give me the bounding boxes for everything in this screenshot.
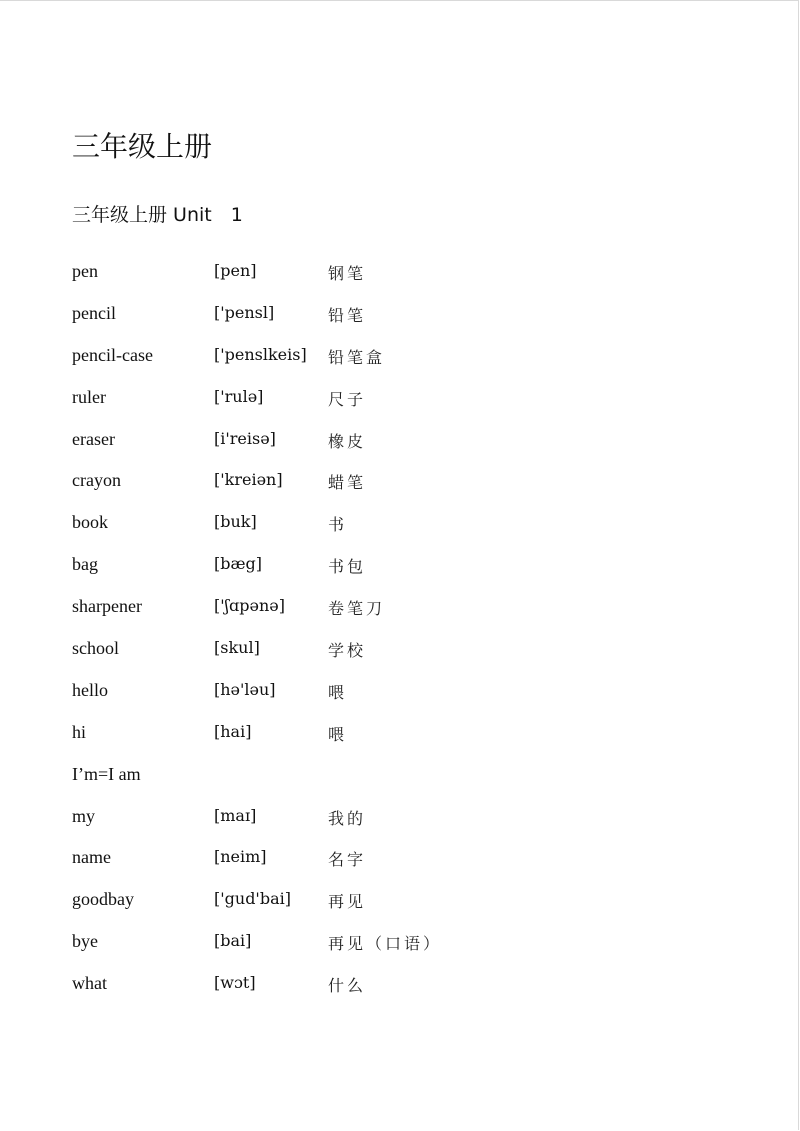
vocab-phonetic: [bæg] bbox=[214, 554, 263, 574]
vocab-phonetic: ['gud'bai] bbox=[214, 889, 291, 909]
vocab-meaning: 卷笔刀 bbox=[328, 599, 386, 619]
vocab-phonetic: ['kreiən] bbox=[214, 470, 283, 490]
vocab-row bbox=[72, 802, 572, 844]
vocab-row bbox=[72, 257, 572, 299]
vocab-row bbox=[72, 843, 572, 885]
vocab-meaning: 橡皮 bbox=[328, 431, 367, 451]
vocab-row bbox=[72, 341, 572, 383]
vocab-phonetic: [buk] bbox=[214, 512, 257, 532]
vocab-phonetic: [i'reisə] bbox=[214, 428, 276, 448]
vocab-word: book bbox=[72, 512, 108, 533]
vocab-row bbox=[72, 466, 572, 508]
vocab-meaning: 钢笔 bbox=[328, 264, 367, 283]
vocab-row bbox=[72, 425, 572, 467]
vocab-phonetic: ['pensl] bbox=[214, 302, 275, 322]
vocab-phonetic: [maɪ] bbox=[214, 805, 257, 825]
vocab-phonetic: ['ʃɑpənə] bbox=[214, 596, 285, 616]
vocab-word: I’m=I am bbox=[72, 763, 141, 784]
vocab-meaning: 喂 bbox=[328, 682, 348, 702]
vocab-phonetic: [hə'ləu] bbox=[214, 679, 276, 699]
vocab-word: ruler bbox=[72, 386, 106, 407]
vocab-word: hi bbox=[72, 721, 87, 742]
vocab-meaning: 我的 bbox=[328, 808, 367, 828]
vocab-word: goodbay bbox=[72, 889, 134, 910]
vocab-row bbox=[72, 299, 572, 341]
vocab-meaning: 再见 bbox=[328, 892, 367, 912]
vocab-word: pen bbox=[72, 261, 98, 281]
vocab-row bbox=[72, 885, 572, 927]
vocab-row bbox=[72, 676, 572, 718]
vocab-phonetic: [bai] bbox=[214, 931, 252, 951]
vocab-meaning: 学校 bbox=[328, 641, 367, 661]
vocab-word: bye bbox=[72, 931, 98, 952]
vocab-row bbox=[72, 718, 572, 760]
vocab-row bbox=[72, 508, 572, 550]
vocab-phonetic: ['penslkeis] bbox=[214, 344, 307, 364]
section-heading: 三年级上册 Unit 1 bbox=[72, 204, 243, 226]
vocab-word: crayon bbox=[72, 470, 121, 491]
vocab-row bbox=[72, 634, 572, 676]
vocab-meaning: 什么 bbox=[328, 976, 367, 996]
vocab-meaning: 喂 bbox=[328, 724, 348, 744]
vocab-word: pencil bbox=[72, 302, 116, 323]
vocab-meaning: 蜡笔 bbox=[328, 473, 367, 493]
vocab-phonetic: ['rulə] bbox=[214, 386, 264, 406]
vocab-row bbox=[72, 969, 572, 1011]
vocab-row bbox=[72, 760, 572, 802]
vocabulary-list bbox=[72, 257, 572, 1011]
vocab-phonetic: [hai] bbox=[214, 721, 252, 741]
vocab-meaning: 书 bbox=[328, 515, 348, 535]
vocab-meaning: 名字 bbox=[328, 850, 367, 870]
vocab-word: sharpener bbox=[72, 596, 142, 617]
vocab-word: what bbox=[72, 973, 107, 994]
page-title: 三年级上册 bbox=[72, 130, 213, 163]
vocab-word: pencil-case bbox=[72, 344, 153, 365]
vocab-meaning: 尺子 bbox=[328, 389, 367, 409]
vocab-meaning: 书包 bbox=[328, 557, 367, 577]
vocab-row bbox=[72, 927, 572, 969]
vocab-word: bag bbox=[72, 554, 98, 575]
vocab-phonetic: [pen] bbox=[214, 261, 257, 280]
vocab-phonetic: [skul] bbox=[214, 638, 260, 658]
vocab-row bbox=[72, 383, 572, 425]
vocab-phonetic: [neim] bbox=[214, 847, 267, 867]
vocab-word: my bbox=[72, 805, 96, 826]
vocab-word: school bbox=[72, 638, 119, 659]
vocab-word: eraser bbox=[72, 428, 115, 449]
vocab-meaning: 再见（口语） bbox=[328, 934, 443, 954]
vocab-word: name bbox=[72, 847, 111, 868]
vocab-meaning: 铅笔盒 bbox=[328, 347, 386, 367]
vocab-meaning: 铅笔 bbox=[328, 305, 367, 325]
vocab-phonetic: [wɔt] bbox=[214, 973, 256, 993]
vocab-row bbox=[72, 592, 572, 634]
vocab-word: hello bbox=[72, 679, 108, 700]
vocab-row bbox=[72, 550, 572, 592]
